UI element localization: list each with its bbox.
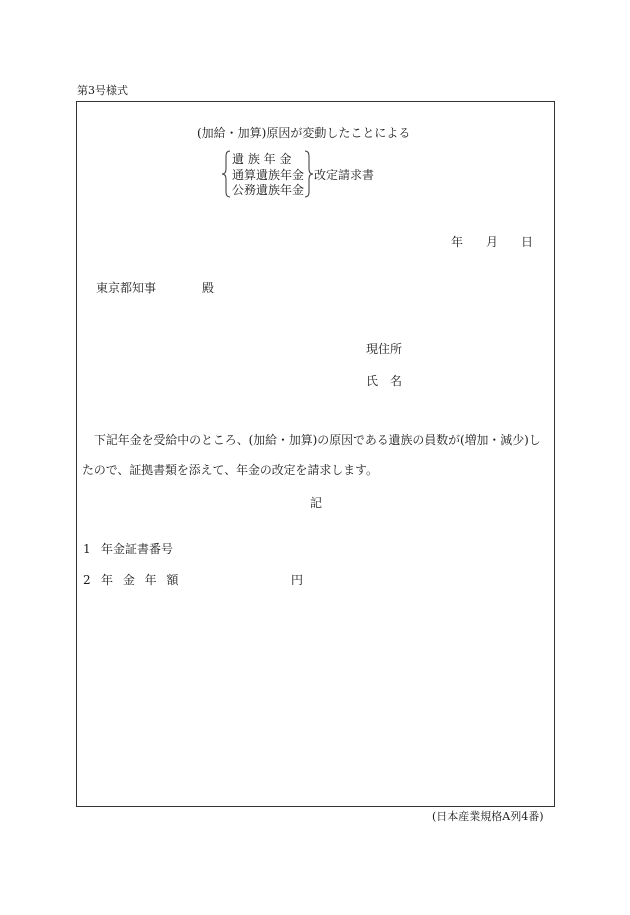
name-label: 氏 名 [366,374,403,388]
form-frame [76,101,555,807]
address-label: 現住所 [366,342,403,356]
addressee-honorific: 殿 [202,281,215,295]
item-1-number: 1 [83,542,91,556]
item-2-unit: 円 [291,573,304,587]
item-2-label: 年 金 年 額 [101,573,182,587]
pension-type-combined-survivor: 通算遺族年金 [232,168,305,182]
date-month: 月 [486,235,499,249]
date-year: 年 [451,235,464,249]
footer-note: (日本産業規格A列4番) [432,810,544,823]
pension-type-survivor: 遺 族 年 金 [232,152,292,166]
pension-type-public-service-survivor: 公務遺族年金 [232,183,305,197]
form-number: 第3号様式 [77,84,128,97]
request-title: 改定請求書 [314,168,375,182]
right-brace [304,150,314,198]
reason-line: (加給・加算)原因が変動したことによる [197,126,411,140]
date-day: 日 [521,235,534,249]
ki-heading: 記 [310,496,323,510]
item-2-number: 2 [83,573,91,587]
addressee-name: 東京都知事 [96,281,157,295]
item-1-label: 年金証書番号 [101,542,174,556]
body-line-2: たので、証拠書類を添えて、年金の改定を請求します。 [82,463,378,477]
left-brace [221,150,231,198]
body-line-1: 下記年金を受給中のところ、(加給・加算)の原因である遺族の員数が(増加・減少)し [94,433,541,447]
